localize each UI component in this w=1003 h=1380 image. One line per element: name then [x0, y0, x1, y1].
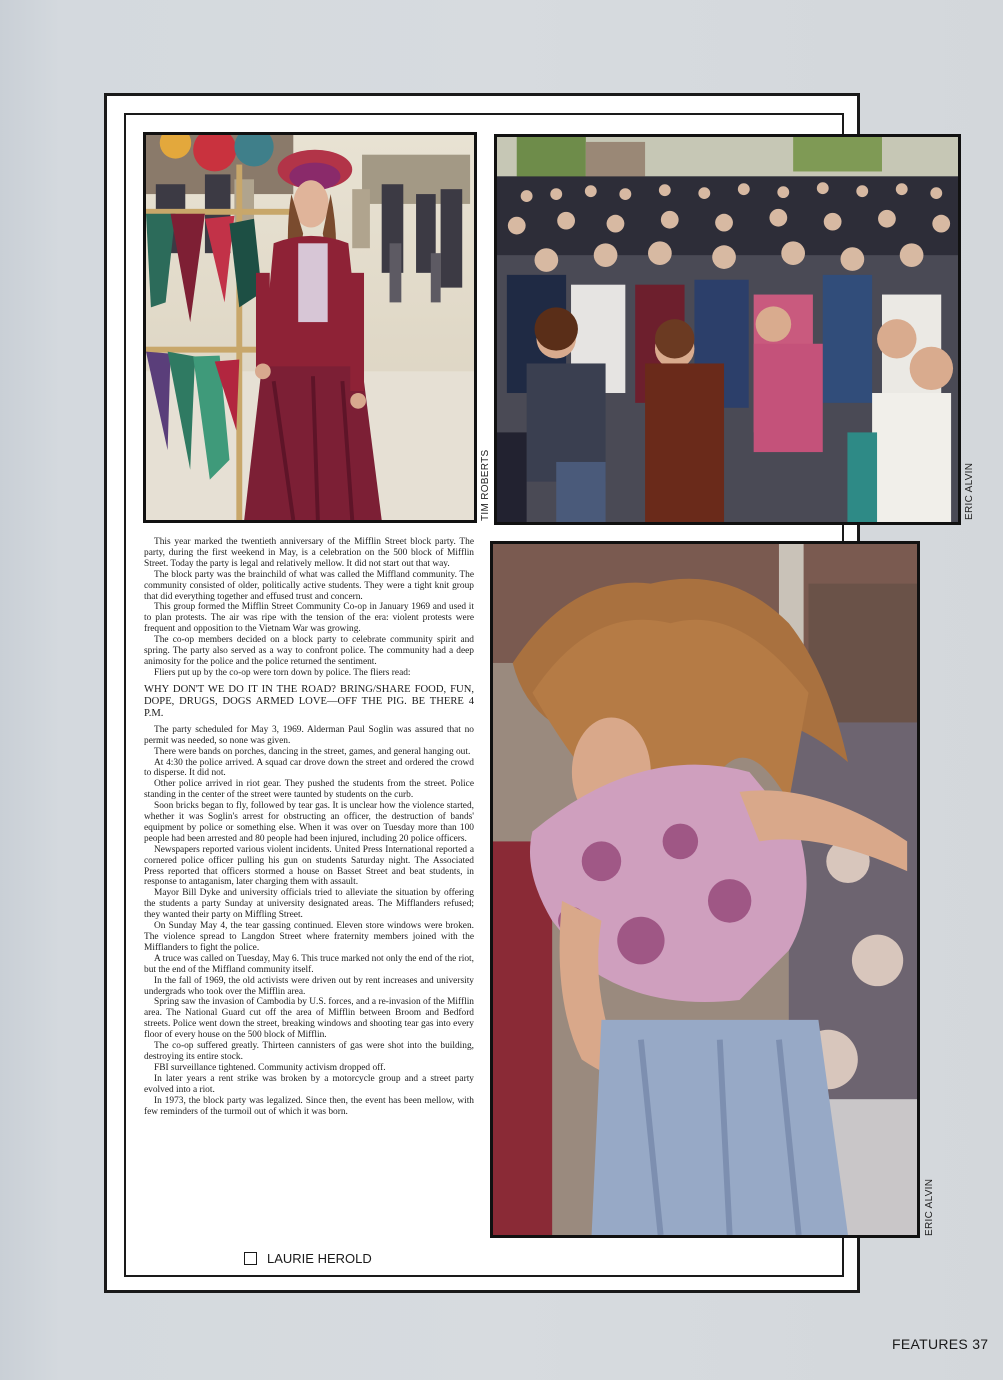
article-paragraph: This group formed the Mifflin Street Community Co-op in January 1969 and used it to plan protests. The air was ripe with the tension of the era: violent protests were frequent and opposition to the Vietnam War was growing.	[144, 602, 474, 635]
author-name: LAURIE HEROLD	[267, 1251, 372, 1266]
article-paragraph: Spring saw the invasion of Cambodia by U.S. forces, and a re-invasion of the Mifflin area. The National Guard cut off the area of Mifflin between Broom and Bedford streets. Police went down the street, breaking windows and shooting tear gas into every floor of every house on the 500 block of Mifflin.	[144, 997, 474, 1041]
photo-hat-vendor	[143, 132, 477, 523]
photo-credit-crowd: ERIC ALVIN	[964, 462, 975, 520]
article-paragraph: Other police arrived in riot gear. They pushed the students from the street. Police standing in the center of the street were taunted by students on the curb.	[144, 779, 474, 801]
photo-credit-dancer: ERIC ALVIN	[924, 1178, 935, 1236]
article-paragraph: In 1973, the block party was legalized. Since then, the event has been mellow, with few reminders of the turmoil out of which it was born.	[144, 1095, 474, 1117]
article-paragraph: Mayor Bill Dyke and university officials tried to alleviate the situation by offering the students a party Sunday at university designated areas. The Mifflanders refused; they wanted their party on Miffling Street.	[144, 888, 474, 921]
article-paragraph: Newspapers reported various violent incidents. United Press International reported a cornered police officer pulling his gun on students Saturday night. The Associated Press reported that officers stormed a house on Basset Street and beat students, in response to antaganism, later charging them with assault.	[144, 844, 474, 888]
article-paragraph: The co-op suffered greatly. Thirteen cannisters of gas were shot into the building, destroying its entire stock.	[144, 1041, 474, 1062]
article-paragraph: The party scheduled for May 3, 1969. Alderman Paul Soglin was assured that no permit was needed, so none was given.	[144, 724, 474, 746]
article-paragraph: The block party was the brainchild of what was called the Miffland community. The community consisted of older, politically active students. They were a tight knit group that did everything together and effused trust and concern.	[144, 569, 474, 602]
end-mark-box-icon	[244, 1252, 257, 1265]
flier-quote: WHY DON'T WE DO IT IN THE ROAD? BRING/SHARE FOOD, FUN, DOPE, DRUGS, DOGS ARMED LOVE—OFF THE PIG. BE THERE 4 P.M.	[144, 683, 474, 719]
photo-dancer	[490, 541, 920, 1238]
author-byline	[244, 1251, 372, 1266]
article-paragraph: There were bands on porches, dancing in the street, games, and general hanging out.	[154, 746, 471, 757]
article-paragraph: On Sunday May 4, the tear gassing continued. Eleven store windows were broken. The violence spread to Langdon Street where fraternity members joined with the Mifflanders to fight the police.	[144, 921, 474, 953]
photo-crowd	[494, 134, 961, 525]
article-body	[144, 537, 474, 1117]
article-paragraph: In the fall of 1969, the old activists were driven out by rent increases and university undergrads who took over the Mifflin area.	[144, 975, 474, 997]
article-paragraph: Soon bricks began to fly, followed by tear gas. It is unclear how the violence started, whether it was Soglin's arrest for obstructing an officer, the destruction of bands' equipment by police or something else. When it was over on Tuesday more than 100 people had been arrested and 80 people had been injured, including 20 police officers.	[144, 801, 474, 844]
photo-credit-vendor: TIM ROBERTS	[480, 449, 491, 521]
article-paragraph: Fliers put up by the co-op were torn down by police. The fliers read:	[154, 667, 411, 678]
article-paragraph: At 4:30 the police arrived. A squad car drove down the street and ordered the crowd to disperse. It did not.	[144, 757, 474, 779]
article-paragraph: This year marked the twentieth anniversary of the Mifflin Street block party. The party, during the first weekend in May, is a celebration on the 500 block of Mifflin Street. Today the party is legal and relatively mellow. It did not start out that way.	[144, 537, 474, 569]
article-paragraph: A truce was called on Tuesday, May 6. This truce marked not only the end of the riot, but the end of the Miffland community itself.	[144, 953, 474, 975]
article-paragraph: In later years a rent strike was broken by a motorcycle group and a street party evolved into a riot.	[144, 1073, 474, 1095]
page-folio: FEATURES 37	[892, 1336, 989, 1352]
article-paragraph: The co-op members decided on a block party to celebrate community spirit and spring. The party also served as a way to confront police. The community had a deep animosity for the police and the police returned the sentiment.	[144, 635, 474, 667]
article-paragraph: FBI surveillance tightened. Community activism dropped off.	[154, 1062, 386, 1073]
